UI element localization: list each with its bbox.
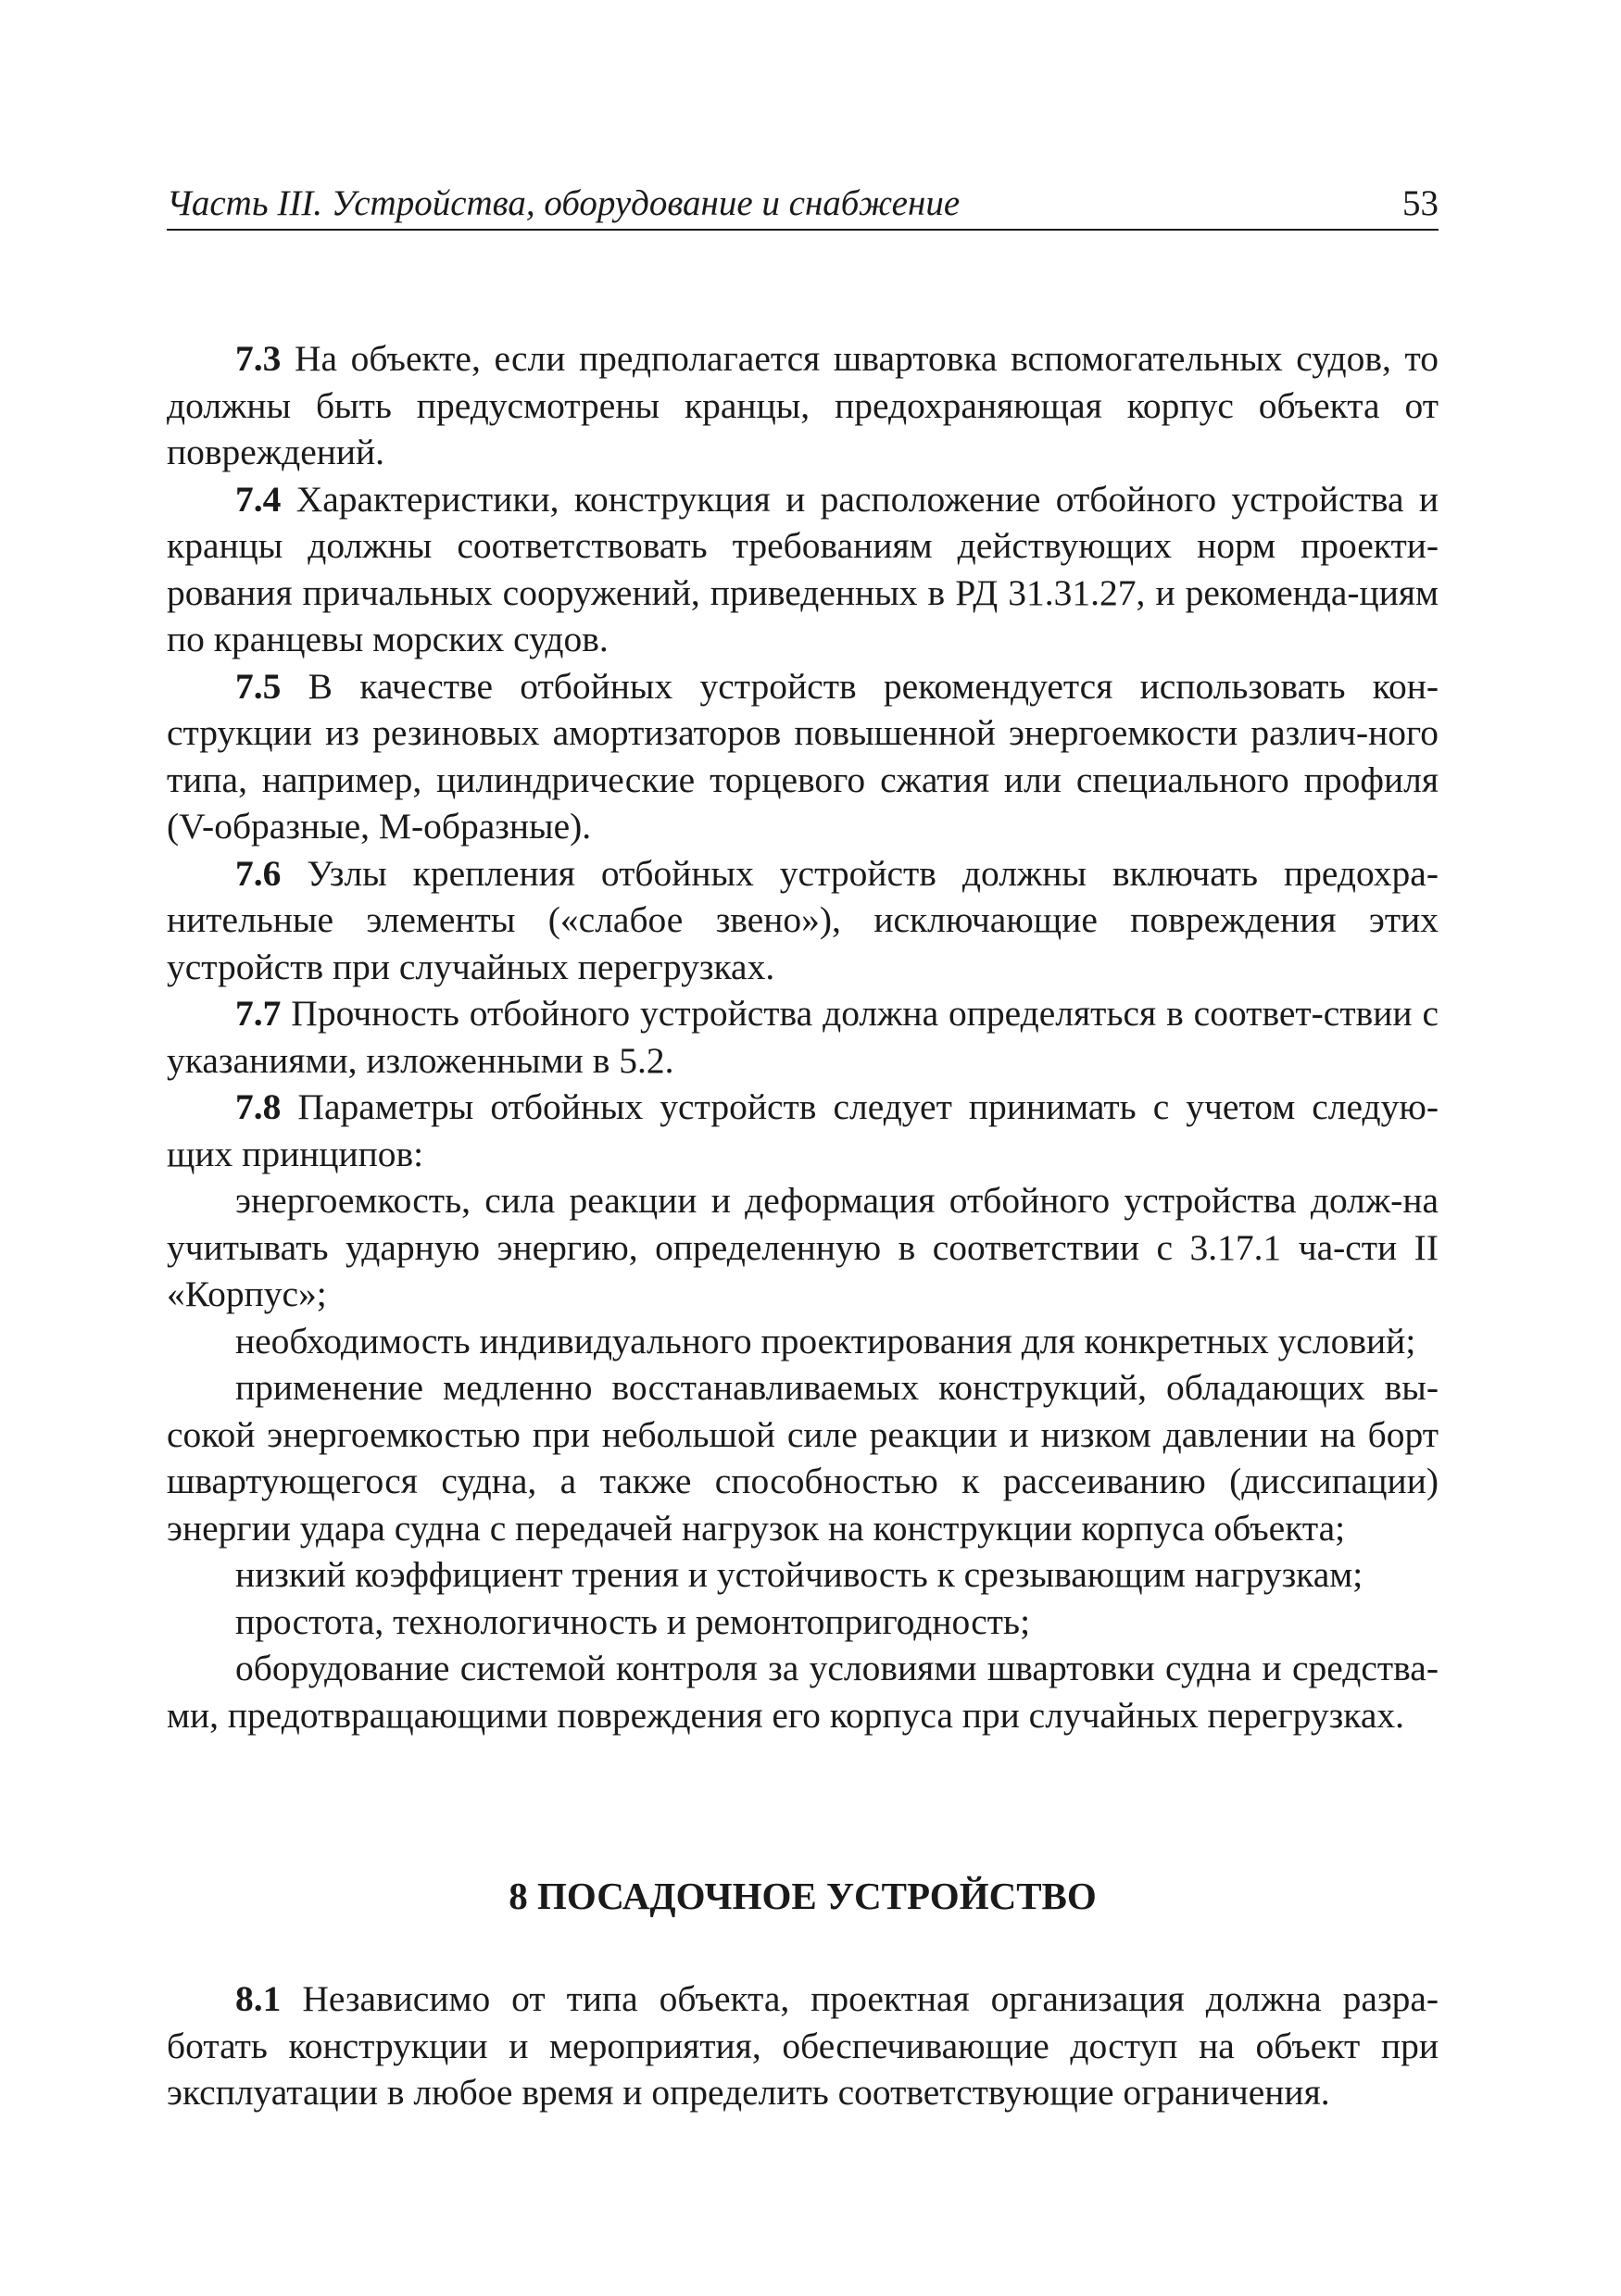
clause-number: 7.5 [235, 665, 282, 707]
body-text [167, 335, 1439, 1738]
clause-number: 7.6 [235, 852, 282, 894]
list-item [167, 1177, 1439, 1318]
paragraph-text: Характеристики, конструкция и расположение отбойного устройства и кранцы должны соответствовать требованиям действующих норм проекти-рования причальных сооружений, приведенных в РД 31.31.27, и рекоменда-циям по кранцевы морских судов. [167, 478, 1439, 659]
running-title: Часть III. Устройства, оборудование и снабжение [167, 183, 961, 223]
paragraph-7-7 [167, 990, 1439, 1084]
paragraph-text: В качестве отбойных устройств рекомендуется использовать кон-струкции из резиновых амортизаторов повышенной энергоемкости различ-ного типа, например, цилиндрические торцевого сжатия или специального профиля (V-образные, М-образные). [167, 665, 1439, 847]
list-item [167, 1551, 1439, 1599]
list-item-text: оборудование системой контроля за условиями швартовки судна и средства-ми, предотвращающими повреждения его корпуса при случайных перегрузках. [167, 1648, 1439, 1736]
page-number: 53 [1402, 183, 1439, 223]
paragraph-7-8 [167, 1084, 1439, 1177]
list-item-text: низкий коэффициент трения и устойчивость к срезывающим нагрузкам; [235, 1554, 1363, 1595]
clause-number: 7.3 [235, 338, 282, 379]
paragraph-7-3 [167, 335, 1439, 476]
paragraph-text: Прочность отбойного устройства должна определяться в соответ-ствии с указаниями, изложенными в 5.2. [167, 993, 1439, 1081]
clause-number: 7.8 [235, 1086, 282, 1127]
section-body [167, 1976, 1439, 2116]
list-item [167, 1599, 1439, 1646]
paragraph-text: На объекте, если предполагается швартовка вспомогательных судов, то должны быть предусмотрены кранцы, предохраняющая корпус объекта от повреждений. [167, 338, 1439, 472]
clause-number: 7.4 [235, 478, 282, 520]
running-header [167, 179, 1439, 231]
paragraph-text: Параметры отбойных устройств следует принимать с учетом следую-щих принципов: [167, 1086, 1439, 1174]
paragraph-8-1 [167, 1976, 1439, 2116]
paragraph-text: Узлы крепления отбойных устройств должны включать предохра-нительные элементы («слабое звено»), исключающие повреждения этих устройств при случайных перегрузках. [167, 852, 1439, 987]
paragraph-7-6 [167, 850, 1439, 991]
paragraph-7-5 [167, 663, 1439, 850]
paragraph-text: Независимо от типа объекта, проектная организация должна разра-ботать конструкции и мероприятия, обеспечивающие доступ на объект при эксплуатации в любое время и определить соответствующие ограничения. [167, 1978, 1439, 2113]
list-item [167, 1645, 1439, 1738]
paragraph-7-4 [167, 476, 1439, 663]
list-item-text: простота, технологичность и ремонтопригодность; [235, 1600, 1031, 1642]
section-heading: 8 ПОСАДОЧНОЕ УСТРОЙСТВО [509, 1875, 1097, 1917]
list-item-text: энергоемкость, сила реакции и деформация отбойного устройства долж-на учитывать ударную энергию, определенную в соответствии с 3.17.1 ча-сти II «Корпус»; [167, 1180, 1439, 1314]
list-item-text: необходимость индивидуального проектирования для конкретных условий; [235, 1320, 1416, 1361]
clause-number: 7.7 [235, 993, 282, 1034]
list-item [167, 1318, 1439, 1365]
list-item [167, 1364, 1439, 1551]
clause-number: 8.1 [235, 1978, 282, 2019]
list-item-text: применение медленно восстанавливаемых конструкций, обладающих вы-сокой энергоемкостью при небольшой силе реакции и низком давлении на борт швартующегося судна, а также способностью к рассеиванию (диссипации) энергии удара судна с передачей нагрузок на конструкции корпуса объекта; [167, 1367, 1439, 1549]
